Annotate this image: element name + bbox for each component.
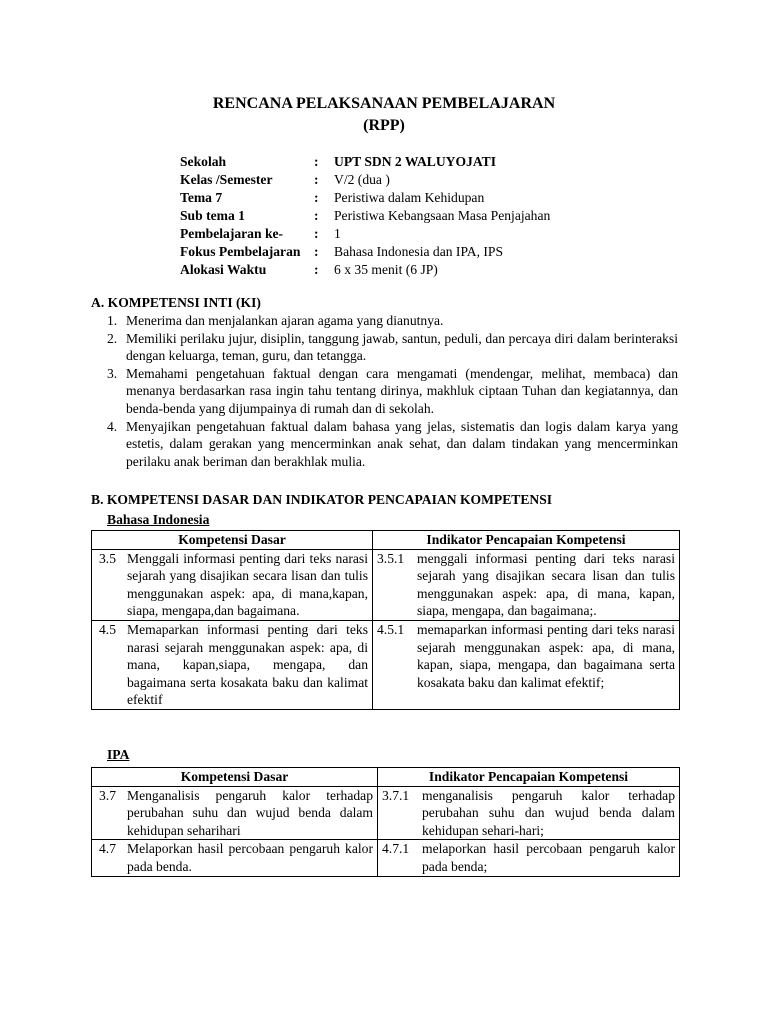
info-row-fokus <box>180 243 660 261</box>
info-row-tema <box>180 189 660 207</box>
info-value: Bahasa Indonesia dan IPA, IPS <box>334 244 504 259</box>
table-row <box>92 620 680 709</box>
list-number: 1. <box>107 313 118 328</box>
info-label: Tema 7 <box>180 190 223 205</box>
table-header-row <box>92 768 680 787</box>
list-number: 3. <box>107 365 118 381</box>
list-text: Menerima dan menjalankan ajaran agama yang dianutnya. <box>126 313 444 328</box>
info-row-pembelajaran <box>180 225 660 243</box>
ipk-code: 3.7.1 <box>382 787 410 803</box>
table-header-row <box>92 531 680 550</box>
info-row-alokasi <box>180 261 660 279</box>
info-value: 1 <box>334 226 341 241</box>
kd-code: 3.5 <box>99 550 116 566</box>
list-number: 2. <box>107 330 118 346</box>
table-row <box>92 786 680 840</box>
document-title: RENCANA PELAKSANAAN PEMBELAJARAN <box>212 95 556 112</box>
info-label: Kelas /Semester <box>180 172 273 187</box>
info-label: Fokus Pembelajaran <box>180 244 301 259</box>
info-row-subtema <box>180 207 660 225</box>
list-text: Memahami pengetahuan faktual dengan cara mengamati (mendengar, melihat, membaca) dan menanya berdasarkan rasa ingin tahu tentang dirinya, makhluk ciptaan Tuhan dan kegiatannya, dan benda-benda yang dijumpainya di rumah dan di sekolah. <box>126 365 678 416</box>
document-subtitle: (RPP) <box>363 117 405 134</box>
kd-code: 4.5 <box>99 621 116 637</box>
info-value: V/2 (dua ) <box>334 172 390 187</box>
info-row-sekolah <box>180 153 660 171</box>
info-colon: : <box>314 208 319 223</box>
info-label: Sekolah <box>180 154 227 169</box>
list-item <box>107 330 678 365</box>
kd-code: 3.7 <box>99 787 116 803</box>
identity-block <box>180 153 660 279</box>
bahasa-indonesia-table <box>91 530 680 710</box>
kd-text: Memaparkan informasi penting dari teks narasi sejarah menggunakan aspek: apa, di mana, kapan,siapa, mengapa, dan bagaimana serta kosakata baku dan kalimat efektif <box>127 621 368 708</box>
info-colon: : <box>314 172 319 187</box>
info-value: Peristiwa dalam Kehidupan <box>334 190 485 205</box>
column-header-kd: Kompetensi Dasar <box>92 531 373 550</box>
list-text: Memiliki perilaku jujur, disiplin, tanggung jawab, santun, peduli, dan percaya diri dalam berinteraksi dengan keluarga, teman, guru, dan tetangga. <box>126 330 678 364</box>
info-value: Peristiwa Kebangsaan Masa Penjajahan <box>334 208 551 223</box>
ipk-cell <box>378 840 680 876</box>
ipk-cell <box>378 786 680 840</box>
ipk-cell <box>373 620 680 709</box>
kd-cell <box>92 840 378 876</box>
column-header-ipk: Indikator Pencapaian Kompetensi <box>378 768 680 787</box>
ipk-cell <box>373 549 680 620</box>
info-colon: : <box>314 190 319 205</box>
ipk-text: melaporkan hasil percobaan pengaruh kalor pada benda; <box>422 841 675 874</box>
info-colon: : <box>314 262 319 277</box>
table-row <box>92 549 680 620</box>
info-colon: : <box>314 226 319 241</box>
info-value: UPT SDN 2 WALUYOJATI <box>334 154 497 169</box>
kd-text: Menganalisis pengaruh kalor terhadap perubahan suhu dan wujud benda dalam kehidupan seharihari <box>127 787 373 838</box>
kd-cell <box>92 549 373 620</box>
info-colon: : <box>314 154 319 169</box>
ipk-text: memaparkan informasi penting dari teks narasi sejarah menggunakan aspek: apa, di mana, kapan, siapa, mengapa, dan bagaimana serta kosakata baku dan kalimat efektif; <box>417 621 675 690</box>
subject-heading-bahasa-indonesia: Bahasa Indonesia <box>107 512 210 527</box>
ki-list <box>107 312 678 470</box>
info-colon: : <box>314 244 319 259</box>
section-b-heading: B. KOMPETENSI DASAR DAN INDIKATOR PENCAPAIAN KOMPETENSI <box>91 492 553 507</box>
kd-text: Melaporkan hasil percobaan pengaruh kalor pada benda. <box>127 841 373 874</box>
section-a-heading: A. KOMPETENSI INTI (KI) <box>91 295 261 310</box>
ipk-code: 4.7.1 <box>382 841 410 857</box>
list-item <box>107 312 678 330</box>
kd-cell <box>92 620 373 709</box>
info-label: Alokasi Waktu <box>180 262 267 277</box>
kd-cell <box>92 786 378 840</box>
info-row-kelas <box>180 171 660 189</box>
info-label: Sub tema 1 <box>180 208 245 223</box>
subject-heading-ipa: IPA <box>107 747 130 762</box>
ipk-code: 3.5.1 <box>377 550 405 566</box>
column-header-ipk: Indikator Pencapaian Kompetensi <box>373 531 680 550</box>
info-label: Pembelajaran ke- <box>180 226 284 241</box>
column-header-kd: Kompetensi Dasar <box>92 768 378 787</box>
ipa-table <box>91 767 680 877</box>
list-item <box>107 365 678 418</box>
kd-code: 4.7 <box>99 841 116 857</box>
table-row <box>92 840 680 876</box>
list-number: 4. <box>107 418 118 434</box>
info-value: 6 x 35 menit (6 JP) <box>334 262 438 277</box>
ipk-text: menganalisis pengaruh kalor terhadap perubahan suhu dan wujud benda dalam kehidupan sehari-hari; <box>422 787 675 838</box>
ipk-text: menggali informasi penting dari teks narasi sejarah yang disajikan secara lisan dan tulis menggunakan aspek: apa, di mana, kapan, siapa, mengapa, dan bagaimana;. <box>417 550 675 619</box>
ipk-code: 4.5.1 <box>377 621 405 637</box>
kd-text: Menggali informasi penting dari teks narasi sejarah yang disajikan secara lisan dan tulis menggunakan aspek: apa, di mana,kapan, siapa, mengapa,dan bagaimana. <box>127 550 368 619</box>
list-item <box>107 418 678 471</box>
list-text: Menyajikan pengetahuan faktual dalam bahasa yang jelas, sistematis dan logis dalam karya yang estetis, dalam gerakan yang mencerminkan anak sehat, dan dalam tindakan yang mencerminkan perilaku anak beriman dan berakhlak mulia. <box>126 418 678 469</box>
